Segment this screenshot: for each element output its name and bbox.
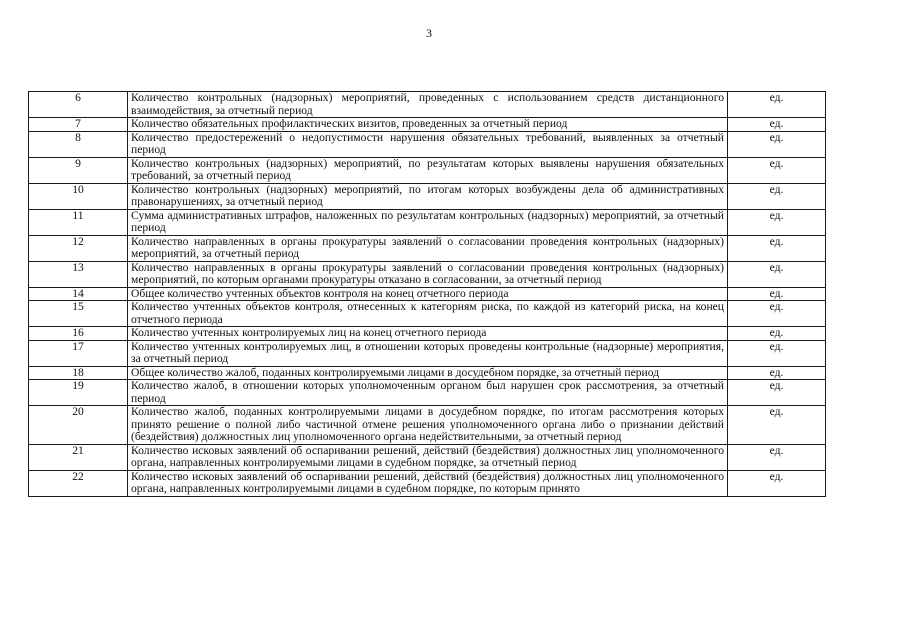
row-number: 7 [29, 118, 128, 132]
indicator-name: Количество учтенных контролируемых лиц на конец отчетного периода [128, 327, 728, 341]
table-row [29, 92, 826, 118]
unit-of-measure: ед. [728, 183, 826, 209]
table-row [29, 366, 826, 380]
indicator-name: Количество исковых заявлений об оспаривании решений, действий (бездействия) должностных лиц уполномоченного органа, направленных контролируемыми лицами в судебном порядке, по которым принято [128, 470, 728, 496]
indicator-name: Общее количество учтенных объектов контроля на конец отчетного периода [128, 287, 728, 301]
unit-of-measure: ед. [728, 444, 826, 470]
indicator-name: Количество жалоб, поданных контролируемыми лицами в досудебном порядке, по итогам рассмотрения которых принято решение о полной либо частичной отмене решения уполномоченного органа либо о признании действий (бездействия) должностных лиц уполномоченного органа недействительными, за отчетный период [128, 406, 728, 445]
unit-of-measure: ед. [728, 380, 826, 406]
table-row [29, 235, 826, 261]
unit-of-measure: ед. [728, 301, 826, 327]
indicator-name: Количество жалоб, в отношении которых уполномоченным органом был нарушен срок рассмотрения, за отчетный период [128, 380, 728, 406]
indicator-name: Количество предостережений о недопустимости нарушения обязательных требований, выявленных за отчетный период [128, 131, 728, 157]
row-number: 13 [29, 261, 128, 287]
indicator-name: Общее количество жалоб, поданных контролируемыми лицами в досудебном порядке, за отчетный период [128, 366, 728, 380]
unit-of-measure: ед. [728, 157, 826, 183]
row-number: 18 [29, 366, 128, 380]
table-row [29, 287, 826, 301]
row-number: 22 [29, 470, 128, 496]
table-row [29, 261, 826, 287]
unit-of-measure: ед. [728, 366, 826, 380]
indicator-name: Количество исковых заявлений об оспаривании решений, действий (бездействия) должностных лиц уполномоченного органа, направленных контролируемыми лицами в судебном порядке, за отчетный период [128, 444, 728, 470]
row-number: 9 [29, 157, 128, 183]
table-row [29, 406, 826, 445]
row-number: 20 [29, 406, 128, 445]
row-number: 6 [29, 92, 128, 118]
indicator-name: Количество обязательных профилактических визитов, проведенных за отчетный период [128, 118, 728, 132]
table-row [29, 340, 826, 366]
row-number: 8 [29, 131, 128, 157]
unit-of-measure: ед. [728, 209, 826, 235]
table-row [29, 183, 826, 209]
row-number: 15 [29, 301, 128, 327]
row-number: 10 [29, 183, 128, 209]
row-number: 11 [29, 209, 128, 235]
table-row [29, 470, 826, 496]
indicator-name: Сумма административных штрафов, наложенных по результатам контрольных (надзорных) мероприятий, за отчетный период [128, 209, 728, 235]
table-row [29, 327, 826, 341]
unit-of-measure: ед. [728, 235, 826, 261]
table-row [29, 444, 826, 470]
table-row [29, 301, 826, 327]
unit-of-measure: ед. [728, 327, 826, 341]
page-number: 3 [426, 26, 432, 40]
table-row [29, 380, 826, 406]
table-row [29, 118, 826, 132]
indicator-name: Количество учтенных объектов контроля, отнесенных к категориям риска, по каждой из категорий риска, на конец отчетного периода [128, 301, 728, 327]
unit-of-measure: ед. [728, 118, 826, 132]
row-number: 16 [29, 327, 128, 341]
unit-of-measure: ед. [728, 470, 826, 496]
table-row [29, 131, 826, 157]
row-number: 19 [29, 380, 128, 406]
indicators-table [28, 91, 826, 497]
table-row [29, 209, 826, 235]
indicator-name: Количество контрольных (надзорных) мероприятий, по результатам которых выявлены нарушения обязательных требований, за отчетный период [128, 157, 728, 183]
indicator-name: Количество учтенных контролируемых лиц, в отношении которых проведены контрольные (надзорные) мероприятия, за отчетный период [128, 340, 728, 366]
row-number: 12 [29, 235, 128, 261]
indicator-name: Количество направленных в органы прокуратуры заявлений о согласовании проведения контрольных (надзорных) мероприятий, за отчетный период [128, 235, 728, 261]
indicator-name: Количество контрольных (надзорных) мероприятий, по итогам которых возбуждены дела об административных правонарушениях, за отчетный период [128, 183, 728, 209]
indicator-name: Количество направленных в органы прокуратуры заявлений о согласовании проведения контрольных (надзорных) мероприятий, по которым органами прокуратуры отказано в согласовании, за отчетный период [128, 261, 728, 287]
table-row [29, 157, 826, 183]
unit-of-measure: ед. [728, 340, 826, 366]
unit-of-measure: ед. [728, 92, 826, 118]
row-number: 17 [29, 340, 128, 366]
unit-of-measure: ед. [728, 131, 826, 157]
row-number: 21 [29, 444, 128, 470]
unit-of-measure: ед. [728, 287, 826, 301]
unit-of-measure: ед. [728, 261, 826, 287]
indicator-name: Количество контрольных (надзорных) мероприятий, проведенных с использованием средств дистанционного взаимодействия, за отчетный период [128, 92, 728, 118]
row-number: 14 [29, 287, 128, 301]
unit-of-measure: ед. [728, 406, 826, 445]
